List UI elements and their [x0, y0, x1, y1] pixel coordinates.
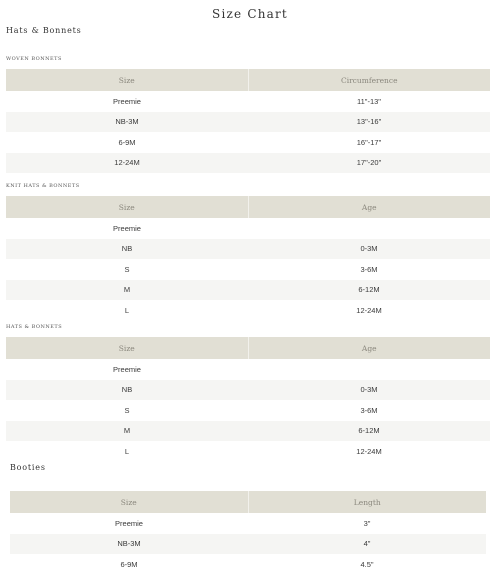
table-row: [6, 91, 490, 112]
section-heading-booties: Booties: [10, 463, 46, 472]
table-row: [6, 441, 490, 462]
table-cell: 0-3M: [360, 385, 378, 395]
table-cell: 6-12M: [358, 285, 380, 295]
table-cell: NB: [121, 385, 133, 395]
table-cell: Preemie: [113, 364, 141, 374]
table-row: [6, 218, 490, 239]
table-label-woven-bonnets: WOVEN BONNETS: [6, 56, 62, 62]
table-cell: 4": [363, 539, 371, 549]
table-cell: 12-24M: [356, 305, 382, 315]
table-knit-hats: [6, 196, 490, 321]
table-row: [6, 259, 490, 280]
table-cell: Preemie: [115, 518, 143, 528]
table-woven-bonnets: [6, 69, 490, 173]
table-cell: [248, 218, 490, 239]
table-header-row: [6, 196, 490, 218]
table-row: [6, 239, 490, 260]
table-cell: 6-9M: [118, 137, 136, 147]
table-cell: M: [123, 426, 131, 436]
table-cell: L: [124, 305, 130, 315]
column-header: Size: [120, 497, 137, 507]
table-header-row: [6, 337, 490, 359]
table-row: [6, 300, 490, 321]
table-row: [6, 153, 490, 174]
table-cell: 6-9M: [120, 559, 138, 569]
table-cell: Preemie: [113, 223, 141, 233]
table-cell: 3": [363, 518, 371, 528]
table-header-row: [10, 491, 486, 513]
table-cell: 0-3M: [360, 244, 378, 254]
table-row: [6, 132, 490, 153]
table-row: [10, 554, 486, 575]
section-heading-hats: Hats & Bonnets: [6, 26, 82, 35]
table-cell: 11"-13": [357, 96, 381, 106]
table-cell: 17"-20": [356, 158, 382, 168]
table-booties: [10, 491, 486, 575]
table-cell: [248, 359, 490, 380]
column-header: Age: [248, 196, 491, 218]
table-cell: 3-6M: [360, 405, 378, 415]
column-header: Size: [118, 202, 135, 212]
table-cell: 13"-16": [356, 117, 382, 127]
table-cell: 4.5": [360, 559, 374, 569]
table-label-knit-hats: KNIT HATS & BONNETS: [6, 183, 80, 189]
table-row: [6, 280, 490, 301]
column-header: Circumference: [248, 69, 491, 91]
table-row: [6, 380, 490, 401]
table-row: [6, 421, 490, 442]
table-hats-bonnets: [6, 337, 490, 462]
table-label-hats-bonnets: HATS & BONNETS: [6, 324, 63, 330]
table-row: [6, 359, 490, 380]
table-row: [6, 112, 490, 133]
column-header: Length: [248, 491, 487, 513]
table-cell: 6-12M: [358, 426, 380, 436]
table-row: [6, 400, 490, 421]
table-cell: M: [123, 285, 131, 295]
page-title: Size Chart: [212, 7, 288, 21]
table-row: [10, 534, 486, 555]
table-row: [10, 513, 486, 534]
table-cell: 16"-17": [356, 137, 382, 147]
table-cell: NB-3M: [115, 117, 139, 127]
table-cell: NB-3M: [117, 539, 141, 549]
table-cell: L: [124, 446, 130, 456]
table-cell: S: [124, 405, 130, 415]
column-header: Size: [118, 343, 135, 353]
table-cell: 3-6M: [360, 264, 378, 274]
table-cell: 12-24M: [114, 158, 140, 168]
table-cell: S: [124, 264, 130, 274]
column-header: Size: [118, 75, 135, 85]
column-header: Age: [248, 337, 491, 359]
table-cell: NB: [121, 244, 133, 254]
table-cell: 12-24M: [356, 446, 382, 456]
table-cell: Preemie: [113, 96, 141, 106]
table-header-row: [6, 69, 490, 91]
